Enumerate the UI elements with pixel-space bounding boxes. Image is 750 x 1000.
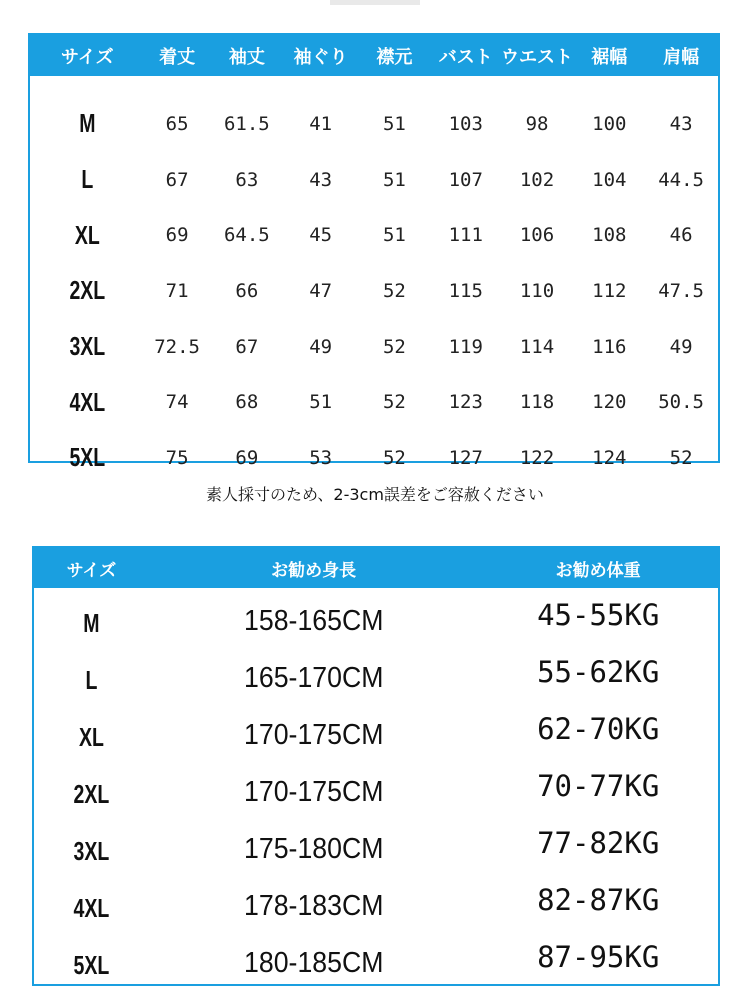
size-label: 4XL [69, 386, 106, 417]
measurement-cell: 47.5 [658, 279, 704, 302]
measurement-cell: 127 [448, 446, 483, 469]
measurement-cell: 46 [669, 224, 693, 247]
measurement-cell: 52 [382, 446, 406, 469]
rec-size-label: XL [78, 722, 104, 752]
recommendation-header-row [34, 548, 718, 588]
recommendation-row [34, 873, 718, 930]
rec-height-cell: 158-165CM [243, 605, 384, 637]
measurement-cell: 72.5 [154, 335, 200, 358]
size-chart-row [30, 319, 718, 375]
size-chart-row [30, 96, 718, 152]
measurement-cell: 43 [669, 112, 693, 135]
measurement-cell: 44.5 [658, 168, 704, 191]
rec-weight-cell: 82-87KG [537, 882, 660, 917]
size-chart-header-row [30, 35, 718, 76]
measurement-cell: 49 [669, 335, 693, 358]
measurement-cell: 115 [448, 279, 483, 302]
rec-size-label: 4XL [73, 893, 110, 923]
measurement-cell: 110 [519, 279, 555, 302]
measurement-cell: 52 [669, 446, 693, 469]
measurement-cell: 104 [592, 168, 627, 191]
header-hem-width: 裾幅 [591, 46, 628, 68]
size-label: L [81, 164, 94, 195]
measurement-cell: 52 [382, 279, 406, 302]
size-chart-row [30, 152, 718, 208]
rec-size-label: M [83, 608, 100, 638]
recommendation-row [34, 588, 718, 645]
rec-height-cell: 165-170CM [243, 662, 384, 694]
measurement-cell: 51 [382, 112, 406, 135]
rec-weight-cell: 55-62KG [537, 654, 660, 689]
measurement-cell: 67 [165, 168, 189, 191]
rec-height-cell: 175-180CM [243, 833, 384, 865]
measurement-cell: 74 [165, 391, 189, 414]
measurement-cell: 100 [592, 112, 627, 135]
measurement-cell: 118 [519, 391, 555, 414]
measurement-cell: 124 [592, 446, 627, 469]
size-chart-row [30, 430, 718, 486]
measurement-cell: 51 [309, 391, 333, 414]
measurement-cell: 47 [309, 279, 333, 302]
size-label: 3XL [69, 331, 106, 362]
measurement-cell: 112 [592, 279, 627, 302]
size-label: M [79, 108, 96, 139]
header-length: 着丈 [159, 46, 196, 68]
recommendation-row [34, 702, 718, 759]
size-chart-table [28, 33, 720, 473]
measurement-cell: 61.5 [223, 112, 270, 135]
measurement-cell: 111 [448, 224, 483, 247]
measurement-cell: 52 [382, 391, 406, 414]
rec-height-cell: 170-175CM [243, 719, 384, 751]
measurement-cell: 51 [382, 224, 406, 247]
measurement-cell: 107 [448, 168, 483, 191]
rec-size-label: L [85, 665, 98, 695]
measurement-cell: 119 [448, 335, 483, 358]
measurement-cell: 49 [309, 335, 333, 358]
measurement-cell: 67 [235, 335, 259, 358]
recommendation-row [34, 759, 718, 816]
recommendation-row [34, 645, 718, 702]
measurement-cell: 43 [309, 168, 333, 191]
rec-height-cell: 178-183CM [243, 890, 384, 922]
measurement-cell: 65 [165, 112, 189, 135]
recommendation-body [34, 588, 718, 987]
size-label: 5XL [69, 442, 106, 473]
measurement-cell: 102 [519, 168, 555, 191]
measurement-cell: 63 [235, 168, 259, 191]
measurement-cell: 68 [235, 391, 259, 414]
measurement-cell: 120 [592, 391, 627, 414]
measurement-cell: 52 [382, 335, 406, 358]
measurement-cell: 114 [519, 335, 555, 358]
measurement-cell: 64.5 [223, 224, 270, 247]
top-cropped-heading [330, 0, 420, 5]
measurement-cell: 103 [448, 112, 483, 135]
measurement-cell: 98 [525, 112, 549, 135]
rec-weight-cell: 70-77KG [537, 768, 660, 803]
measurement-cell: 69 [165, 224, 189, 247]
measurement-cell: 53 [309, 446, 333, 469]
measurement-cell: 71 [165, 279, 189, 302]
measurement-cell: 69 [235, 446, 259, 469]
size-chart-body [30, 76, 718, 486]
recommendation-table [32, 546, 720, 986]
rec-size-label: 5XL [73, 950, 110, 980]
measurement-cell: 50.5 [658, 391, 704, 414]
recommendation-row [34, 816, 718, 873]
measurement-cell: 51 [382, 168, 406, 191]
measurement-cell: 66 [235, 279, 259, 302]
measurement-cell: 108 [592, 224, 627, 247]
measurement-cell: 41 [309, 112, 333, 135]
measurement-cell: 122 [519, 446, 555, 469]
header-neck: 襟元 [376, 46, 413, 68]
header-size: サイズ [61, 46, 114, 68]
rec-weight-cell: 87-95KG [537, 939, 660, 974]
size-chart-row [30, 263, 718, 319]
size-chart-row [30, 374, 718, 430]
rec-weight-cell: 45-55KG [537, 597, 660, 632]
rec-size-label: 3XL [73, 836, 110, 866]
measurement-cell: 106 [519, 224, 555, 247]
header-armhole: 袖ぐり [293, 46, 348, 68]
rec-height-cell: 180-185CM [243, 947, 384, 979]
size-label: 2XL [69, 275, 106, 306]
header-shoulder-width: 肩幅 [663, 46, 700, 68]
measurement-note: 素人採寸のため、2-3cm誤差をご容赦ください [206, 485, 544, 504]
recommendation-row [34, 930, 718, 987]
rec-header-height: お勧め身長 [271, 560, 357, 581]
rec-weight-cell: 62-70KG [537, 711, 660, 746]
header-bust: バスト [438, 46, 493, 68]
measurement-cell: 123 [448, 391, 483, 414]
measurement-cell: 75 [165, 446, 189, 469]
measurement-cell: 45 [309, 224, 333, 247]
size-chart-row [30, 207, 718, 263]
rec-header-size: サイズ [66, 560, 117, 581]
measurement-cell: 116 [592, 335, 627, 358]
rec-header-weight: お勧め体重 [555, 560, 641, 581]
header-sleeve-length: 袖丈 [228, 46, 265, 68]
rec-height-cell: 170-175CM [243, 776, 384, 808]
rec-weight-cell: 77-82KG [537, 825, 660, 860]
size-label: XL [74, 219, 100, 250]
header-waist: ウエスト [501, 46, 574, 68]
rec-size-label: 2XL [73, 779, 110, 809]
